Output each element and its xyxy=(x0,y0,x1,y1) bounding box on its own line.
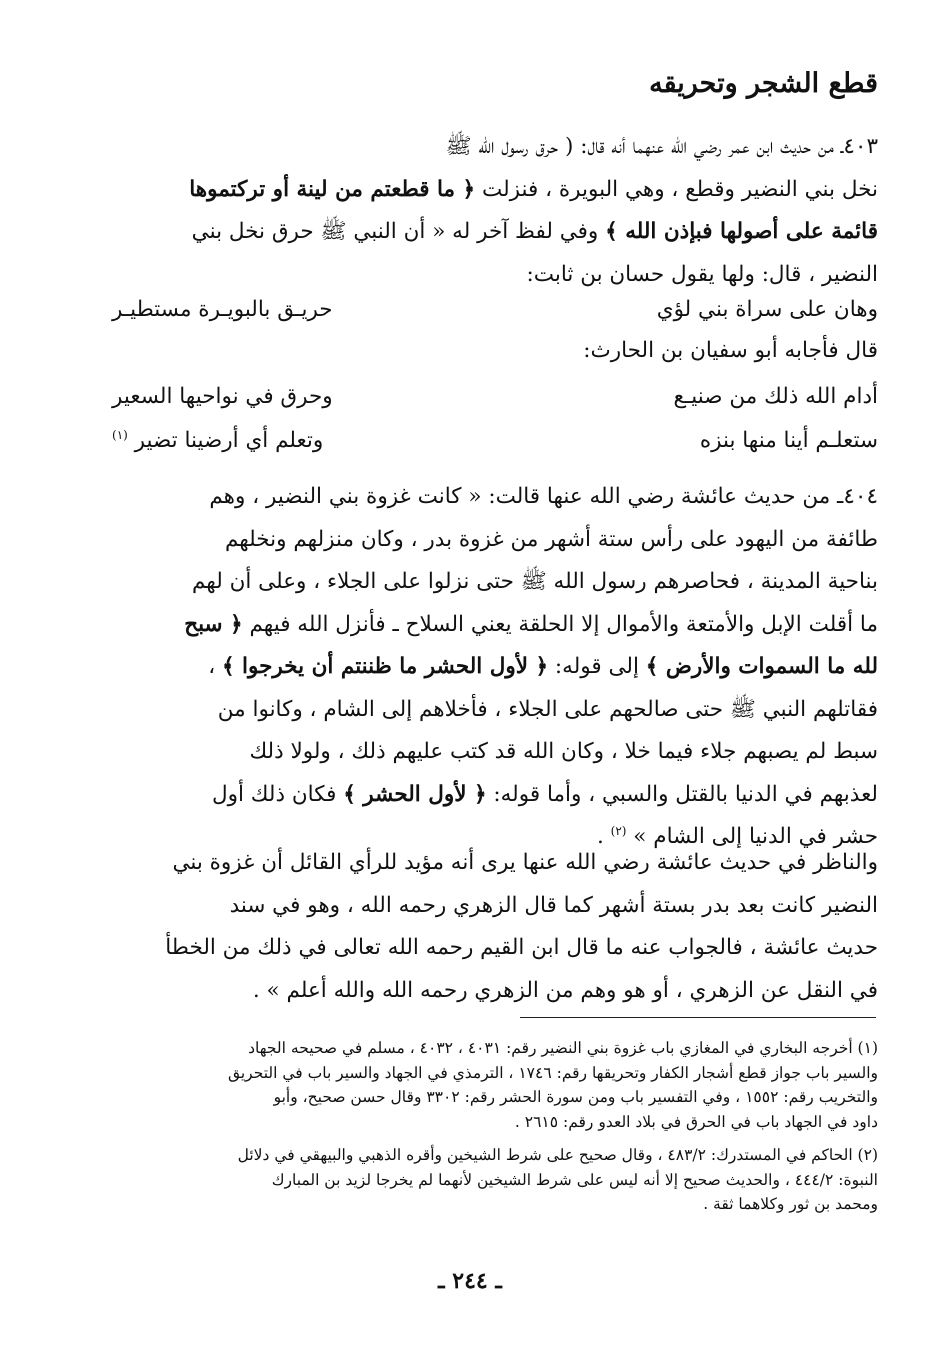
footnote-2 xyxy=(64,1143,878,1217)
footnote-line: النبوة: ٤٤٤/٢ ، والحديث صحيح إلا أنه ليس على شرط الشيخين لأنهما لم يخرجا لزيد بن المبارك xyxy=(271,1170,878,1189)
footnote-1 xyxy=(64,1036,878,1134)
text-line: فقاتلهم النبي ﷺ حتى صالحهم على الجلاء ، فأخلاهم إلى الشام ، وكانوا من xyxy=(217,696,878,722)
text-line: النضير كانت بعد بدر بستة أشهر كما قال الزهري رحمه الله ، وهو في سند xyxy=(229,892,878,918)
hadith-404 xyxy=(64,476,878,859)
hadith-403 xyxy=(64,126,878,296)
text-line xyxy=(64,774,878,817)
text-line: ٤٠٣ـ من حديث ابن عمر رضي الله عنهما أنه قال: ( حرق رسول الله ﷺ xyxy=(445,134,878,159)
text-run: وفي لفظ آخر له « أن النبي ﷺ حرق نخل بني xyxy=(191,219,606,244)
text-run: حشر في الدنيا إلى الشام » xyxy=(626,824,878,849)
text-line: النضير ، قال: ولها يقول حسان بن ثابت: xyxy=(526,261,878,287)
text-line xyxy=(64,646,878,689)
text-run: ما أقلت الإبل والأمتعة والأموال إلا الحلقة يعني السلاح ـ فأنزل الله فيهم xyxy=(242,611,878,637)
footnotes xyxy=(64,1036,878,1226)
text-run: لعذبهم في الدنيا بالقتل والسبي ، وأما قوله: xyxy=(486,781,878,807)
footnote-line: والتخريب رقم: ١٥٥٢ ، وفي التفسير باب ومن سورة الحشر رقم: ٣٣٠٢ وقال حسن صحيح، وأبو xyxy=(273,1088,878,1106)
quran-quote: ﴿ لأول الحشر ﴾ xyxy=(343,781,487,807)
commentary-paragraph xyxy=(64,842,878,1012)
verse-second-hemistich xyxy=(112,428,323,453)
verse-first-hemistich: ستعلـم أينا منها بنزه xyxy=(699,428,878,453)
footnote-line: داود في الجهاد باب في الحرق في بلاد العدو رقم: ٢٦١٥ . xyxy=(514,1112,878,1131)
text-line: في النقل عن الزهري ، أو هو وهم من الزهري رحمه الله والله أعلم » . xyxy=(252,977,878,1003)
text-line xyxy=(64,169,878,212)
section-heading: قطع الشجر وتحريقه xyxy=(649,68,878,99)
footnote-line: والسير باب جواز قطع أشجار الكفار وتحريقها رقم: ١٧٤٦ ، الترمذي في الجهاد والسير باب في التحريق xyxy=(227,1063,878,1082)
footnote-line: ومحمد بن ثور وكلاهما ثقة . xyxy=(703,1195,878,1213)
footnote-marker: (١) xyxy=(112,427,128,442)
quran-quote: لله ما السموات والأرض ﴾ xyxy=(645,654,878,679)
text-run: فكان ذلك أول xyxy=(211,781,344,807)
verse-first-hemistich: وهان على سراة بني لؤي xyxy=(656,297,878,322)
verse-second-hemistich: حريـق بالبويـرة مستطيـر xyxy=(112,297,333,322)
hemistich-text: وتعلم أي أرضينا تضير xyxy=(134,428,324,453)
text-run: ، xyxy=(208,654,222,679)
text-run: نخل بني النضير وقطع ، وهي البويرة ، فنزلت xyxy=(475,176,878,202)
verse-first-hemistich: أدام الله ذلك من صنيـع xyxy=(673,384,878,409)
page-number: ـ ٢٤٤ ـ xyxy=(438,1268,502,1294)
quran-quote: ﴿ لأول الحشر ما ظننتم أن يخرجوا ﴾ xyxy=(221,654,549,679)
text-line: والناظر في حديث عائشة رضي الله عنها يرى أنه مؤيد للرأي القائل أن غزوة بني xyxy=(172,850,878,875)
poem-verse xyxy=(60,297,878,337)
footnote-line: (١) أخرجه البخاري في المغازي باب غزوة بني النضير رقم: ٤٠٣١ ، ٤٠٣٢ ، مسلم في صحيحه الجهاد xyxy=(248,1039,878,1057)
quran-quote: ﴿ سبح xyxy=(184,611,243,637)
quran-quote: ﴿ ما قطعتم من لينة أو تركتموها xyxy=(189,176,476,202)
text-run: . xyxy=(596,824,611,849)
footnote-line: (٢) الحاكم في المستدرك: ٤٨٣/٢ ، وقال صحيح على شرط الشيخين وأقره الذهبي والبيهقي في دلائل xyxy=(237,1146,878,1164)
text-line: طائفة من اليهود على رأس ستة أشهر من غزوة بدر ، وكان منزلهم ونخلهم xyxy=(224,526,878,552)
footnote-divider xyxy=(520,1017,876,1018)
verse-second-hemistich: وحرق في نواحيها السعير xyxy=(112,384,333,409)
poem-verse xyxy=(60,384,878,424)
footnote-marker: (٢) xyxy=(610,823,627,838)
text-line: حديث عائشة ، فالجواب عنه ما قال ابن القيم رحمه الله تعالى في ذلك من الخطأ xyxy=(165,935,878,960)
text-line: ٤٠٤ـ من حديث عائشة رضي الله عنها قالت: « كانت غزوة بني النضير ، وهم xyxy=(209,484,878,509)
text-line: بناحية المدينة ، فحاصرهم رسول الله ﷺ حتى نزلوا على الجلاء ، وعلى أن لهم xyxy=(191,569,878,594)
poem-intro: قال فأجابه أبو سفيان بن الحارث: xyxy=(583,338,878,363)
text-run: إلى قوله: xyxy=(548,654,646,679)
quran-quote: قائمة على أصولها فبإذن الله ﴾ xyxy=(605,219,878,244)
text-line xyxy=(64,604,878,647)
text-line xyxy=(64,211,878,254)
poem-verse xyxy=(60,428,878,468)
text-line: سبط لم يصبهم جلاء فيما خلا ، وكان الله قد كتب عليهم ذلك ، ولولا ذلك xyxy=(249,739,878,764)
